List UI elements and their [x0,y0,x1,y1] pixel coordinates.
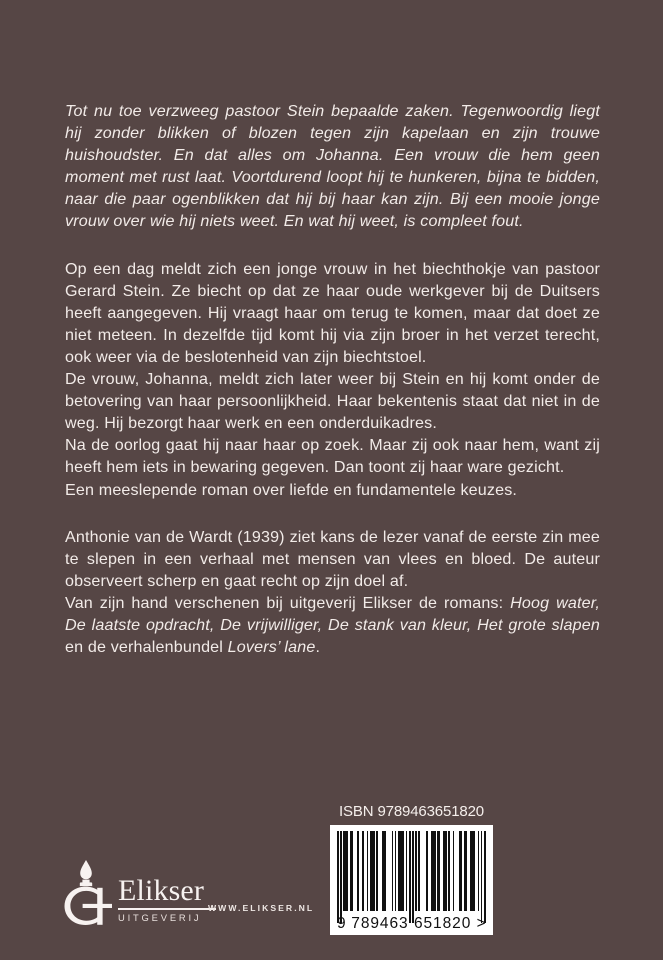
other-works-last-title: Lovers’ lane [227,638,316,657]
barcode-digit-left: 9 [337,915,346,932]
barcode-digits-middle-right: 651820 [413,915,472,932]
synopsis-part-3: Na de oorlog gaat hij naar haar op zoek. Maar zij ook naar hem, want zij heeft hem iets in bewaring gegeven. Dan toont zij haar ware gezicht. [65,436,600,477]
publisher-logo[interactable] [60,855,310,925]
publisher-wordmark [118,876,216,923]
other-works-middle: en de verhalenbundel [65,638,228,657]
other-works-titles: Hoog water, De laatste opdracht, De vrijwilliger, De stank van kleur, Het grote slapen [65,593,600,634]
synopsis-paragraph [65,258,600,501]
barcode-digits [330,916,493,932]
isbn-block [330,803,493,935]
elikser-flame-monogram-icon [60,859,112,925]
publisher-website-url[interactable]: WWW.ELIKSER.NL [208,903,315,913]
synopsis-part-2: De vrouw, Johanna, meldt zich later weer bij Stein en hij komt onder de betovering van haar persoonlijkheid. Haar bekentenis staat dat niet in de weg. Hij bezorgt haar werk en een onderduikadres. [65,370,600,433]
blurb-text-column [65,100,600,658]
isbn-barcode [330,825,493,935]
publisher-subtitle: UITGEVERIJ [118,912,202,923]
synopsis-part-1: Op een dag meldt zich een jonge vrouw in het biechthokje van pastoor Gerard Stein. Ze biecht op dat ze haar oude werkgever bij de Duitsers heeft aangegeven. Hij vraagt haar om terug te komen, maar dat doet ze niet meteen. In dezelfde tijd komt hij via zijn broer in het verzet terecht, ook weer via de beslotenheid van zijn biechtstoel. [65,259,600,366]
barcode-digits-middle-left: 789463 [351,915,409,932]
other-works-end: . [315,638,321,657]
barcode-end-marker: > [476,915,486,932]
isbn-label: ISBN 9789463651820 [339,803,484,820]
synopsis-part-4: Een meeslepende roman over liefde en fundamentele keuzes. [65,480,518,499]
author-bio-text: Anthonie van de Wardt (1939) ziet kans de lezer vanaf de eerste zin mee te slepen in een verhaal met mensen van vlees en bloed. De auteur observeert scherp en gaat recht op zijn doel af. [65,527,600,590]
logo-divider [118,908,216,910]
publisher-name: Elikser [118,874,205,907]
author-bio-paragraph [65,526,600,659]
barcode-bars [337,831,486,911]
other-works-intro: Van zijn hand verschenen bij uitgeverij Elikser de romans: [65,593,511,612]
teaser-paragraph: Tot nu toe verzweeg pastoor Stein bepaalde zaken. Tegenwoordig liegt hij zonder blikken of blozen tegen zijn kapelaan en zijn trouwe huishoudster. En dat alles om Johanna. Een vrouw die hem geen moment met rust laat. Voortdurend loopt hij te hunkeren, bijna te bidden, naar die paar ogenblikken dat hij bij haar kan zijn. Bij een mooie jonge vrouw over wie hij niets weet. En wat hij weet, is compleet fout. [65,102,600,231]
